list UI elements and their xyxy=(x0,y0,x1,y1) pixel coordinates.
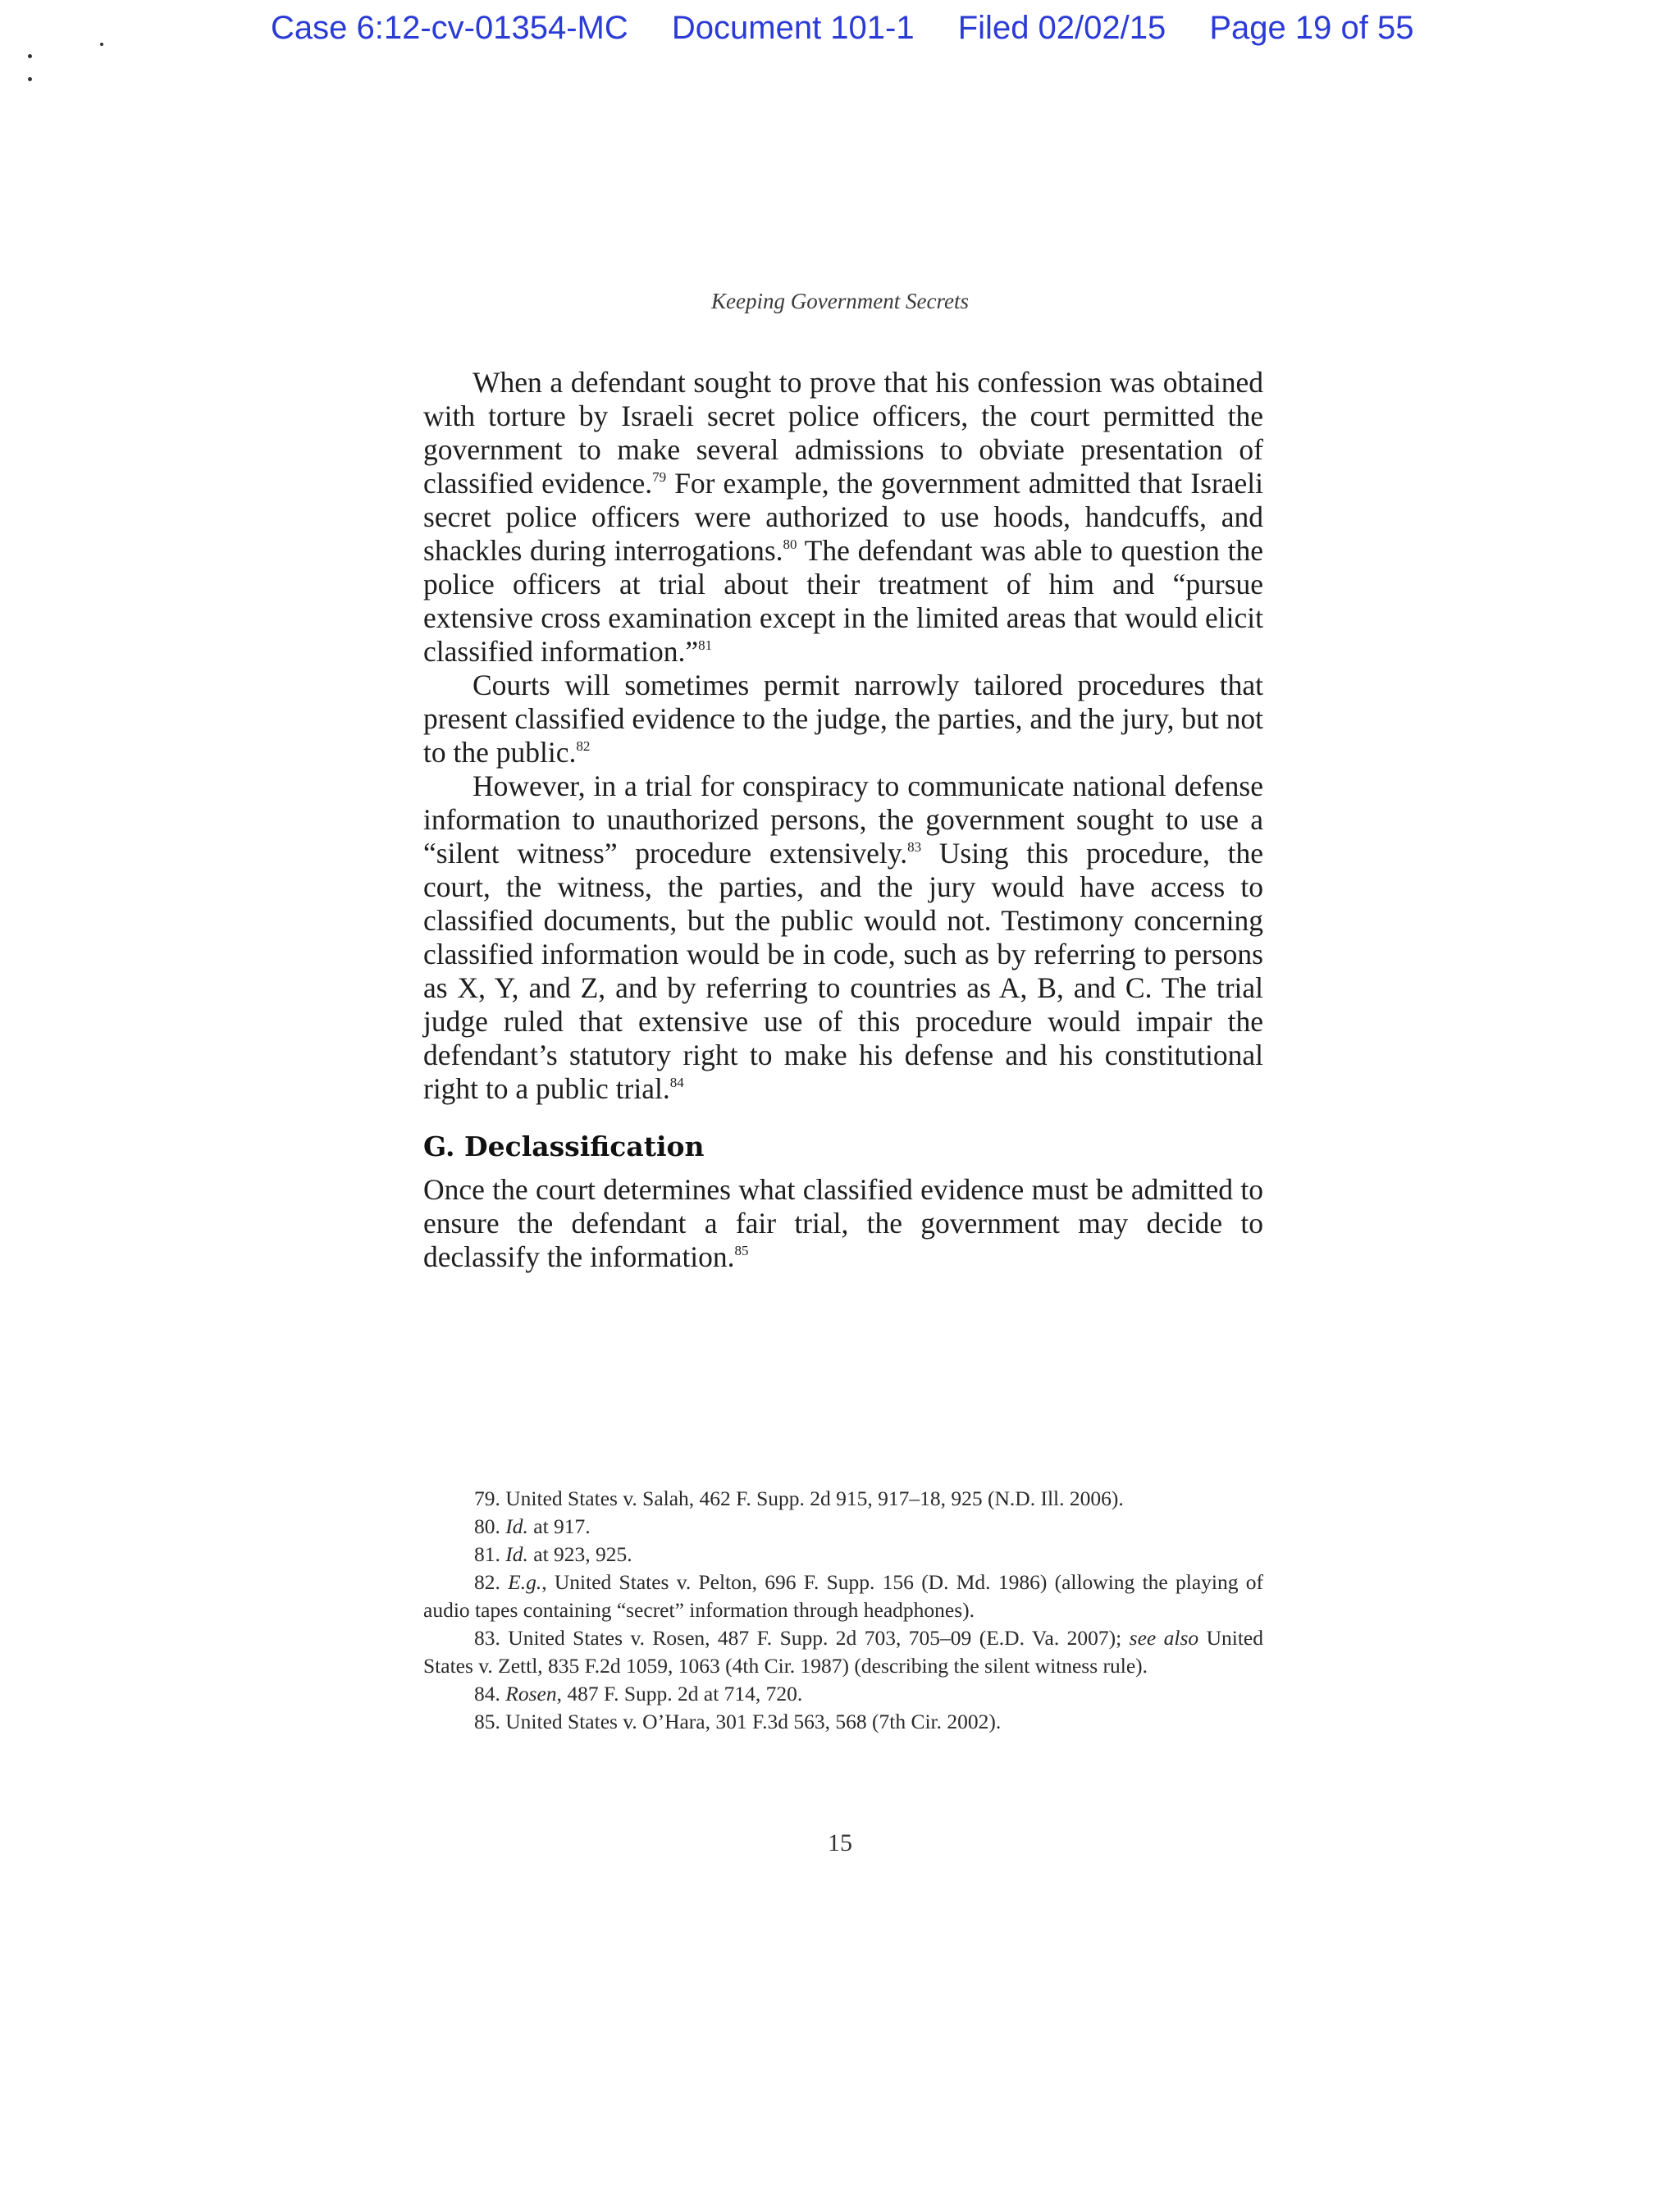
text-run: 84. xyxy=(474,1682,506,1706)
italic-text: Id. xyxy=(505,1542,528,1566)
paragraph xyxy=(423,1173,1263,1274)
footnote-ref: 85 xyxy=(734,1243,749,1258)
text-run: For example, the government admitted that Israeli secret police officers were authorized to use hoods, handcuffs, and shackles during interrogations. xyxy=(423,467,1264,567)
text-run: at 917. xyxy=(527,1514,591,1538)
ecf-filing-header xyxy=(271,10,1419,47)
text-run: at 923, 925. xyxy=(527,1542,632,1566)
text-run: , 487 F. Supp. 2d at 714, 720. xyxy=(556,1682,803,1706)
footnote xyxy=(423,1569,1263,1624)
scan-specks xyxy=(28,18,39,100)
page-number: 15 xyxy=(828,1829,852,1856)
text-run: When a defendant sought to prove that his confession was obtained with torture by Israeli secret police officers, the court permitted the government to make several admissions to obviate presentation of classified evidence. xyxy=(423,366,1263,500)
italic-text: Rosen xyxy=(505,1682,557,1706)
body-text xyxy=(423,366,1263,1274)
text-run: United States v. Zettl, 835 F.2d 1059, 1063 (4th Cir. 1987) (describing the silent witness rule). xyxy=(423,1626,1263,1678)
footnote-ref: 80 xyxy=(783,537,797,552)
footnote-ref: 83 xyxy=(907,839,922,855)
footnote xyxy=(423,1485,1263,1513)
scan-speck xyxy=(28,77,32,81)
text-run: , United States v. Pelton, 696 F. Supp. 156 (D. Md. 1986) (allowing the playing of audio tapes containing “secret” information through headphones). xyxy=(423,1570,1263,1622)
scan-speck xyxy=(28,54,32,58)
text-run: However, in a trial for conspiracy to communicate national defense information to unauthorized persons, the government sought to use a “silent witness” procedure extensively. xyxy=(423,769,1263,870)
text-run: Courts will sometimes permit narrowly tailored procedures that present classified evidence to the judge, the parties, and the jury, but not to the public. xyxy=(423,669,1263,769)
footnote xyxy=(423,1708,1263,1736)
section-heading: G. Declassification xyxy=(423,1130,705,1162)
paragraph xyxy=(423,366,1263,669)
footnote-ref: 82 xyxy=(576,738,591,754)
text-run: 81. xyxy=(474,1542,506,1566)
text-run: Once the court determines what classified evidence must be admitted to ensure the defendant a fair trial, the government may decide to declassify the information. xyxy=(423,1173,1263,1273)
footnote-ref: 79 xyxy=(652,469,667,485)
footnote-ref: 84 xyxy=(669,1075,684,1090)
text-run: 79. United States v. Salah, 462 F. Supp. 2d 915, 917–18, 925 (N.D. Ill. 2006). xyxy=(474,1486,1124,1510)
footnote xyxy=(423,1541,1263,1569)
case-number: Case 6:12-cv-01354-MC xyxy=(271,10,628,46)
footnote-ref: 81 xyxy=(698,637,713,653)
paragraph xyxy=(423,669,1263,769)
text-run: The defendant was able to question the police officers at trial about their treatment of him and “pursue extensive cross examination except in the limited areas that would elicit classified information.” xyxy=(423,534,1263,668)
scan-speck xyxy=(100,43,103,46)
running-head: Keeping Government Secrets xyxy=(711,289,969,313)
paragraph xyxy=(423,769,1263,1106)
footnote xyxy=(423,1513,1263,1541)
text-run: Using this procedure, the court, the witness, the parties, and the jury would have access to classified documents, but the public would not. Testimony concerning classified information would be in code, such as by referring to persons as X, Y, and Z, and by referring to countries as A, B, and C. The trial judge ruled that extensive use of this procedure would impair the defendant’s statutory right to make his defense and his constitutional right to a public trial. xyxy=(423,837,1263,1105)
footnote xyxy=(423,1624,1263,1680)
page-of-total: Page 19 of 55 xyxy=(1209,10,1414,46)
filed-date: Filed 02/02/15 xyxy=(957,10,1166,46)
italic-text: E.g. xyxy=(508,1570,542,1594)
italic-text: Id. xyxy=(505,1514,528,1538)
text-run: 83. United States v. Rosen, 487 F. Supp. 2d 703, 705–09 (E.D. Va. 2007); xyxy=(474,1626,1130,1650)
italic-text: see also xyxy=(1129,1626,1199,1650)
text-run: 85. United States v. O’Hara, 301 F.3d 563, 568 (7th Cir. 2002). xyxy=(474,1710,1002,1733)
text-run: 80. xyxy=(474,1514,506,1538)
text-run: 82. xyxy=(474,1570,509,1594)
footnote xyxy=(423,1680,1263,1708)
footnotes xyxy=(423,1485,1263,1736)
document-number: Document 101-1 xyxy=(671,10,915,46)
